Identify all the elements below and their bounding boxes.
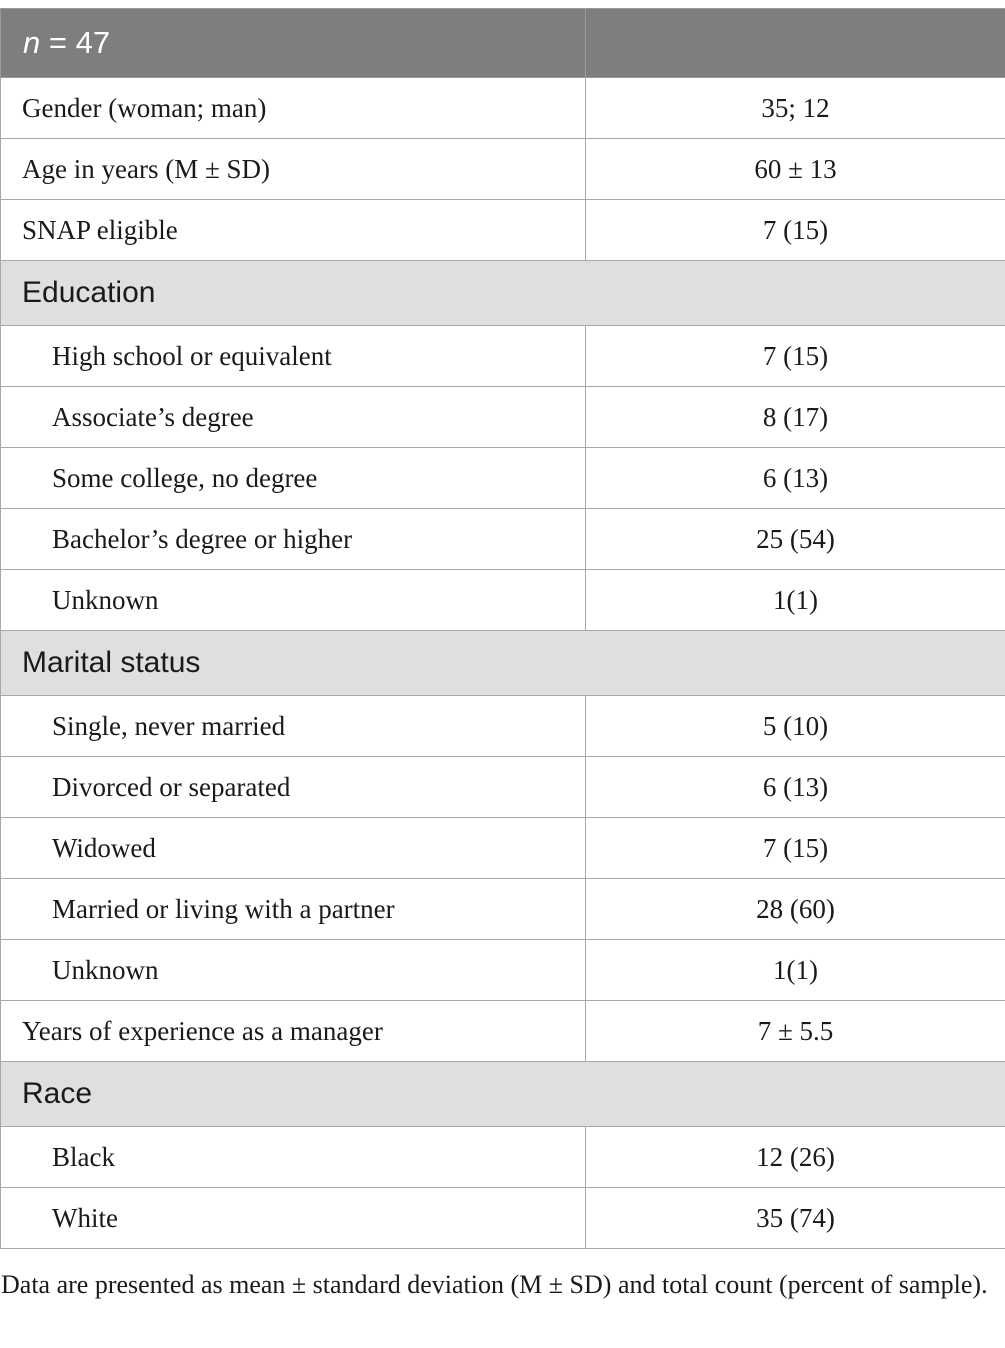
table-header-row [1,9,1005,78]
row-value: 6 (13) [586,448,1005,509]
row-label: Divorced or separated [1,757,586,818]
n-symbol: n [23,25,41,60]
table-row [1,1188,1005,1249]
table-row [1,448,1005,509]
table-row [1,696,1005,757]
table-row [1,1001,1005,1062]
row-value: 60 ± 13 [586,139,1005,200]
row-value: 5 (10) [586,696,1005,757]
row-label: SNAP eligible [1,200,586,261]
section-header-row [1,631,1005,696]
row-label: Bachelor’s degree or higher [1,509,586,570]
row-value: 25 (54) [586,509,1005,570]
section-label: Marital status [1,631,1005,696]
section-header-row [1,261,1005,326]
demographics-table [0,8,1005,1249]
n-value: = 47 [40,25,111,60]
table-row [1,387,1005,448]
row-label: Unknown [1,570,586,631]
row-label: Black [1,1127,586,1188]
row-label: Widowed [1,818,586,879]
row-label: Some college, no degree [1,448,586,509]
row-label: High school or equivalent [1,326,586,387]
table-row [1,818,1005,879]
section-header-row [1,1062,1005,1127]
value-column-header [586,9,1005,78]
row-value: 6 (13) [586,757,1005,818]
row-label: Single, never married [1,696,586,757]
row-value: 7 (15) [586,326,1005,387]
section-label: Race [1,1062,1005,1127]
section-label: Education [1,261,1005,326]
row-label: Married or living with a partner [1,879,586,940]
row-value: 35; 12 [586,78,1005,139]
row-value: 7 (15) [586,200,1005,261]
row-label: White [1,1188,586,1249]
table-row [1,200,1005,261]
row-label: Unknown [1,940,586,1001]
row-value: 1(1) [586,570,1005,631]
row-label: Associate’s degree [1,387,586,448]
table-row [1,326,1005,387]
row-value: 8 (17) [586,387,1005,448]
table-row [1,1127,1005,1188]
table-row [1,78,1005,139]
row-value: 28 (60) [586,879,1005,940]
table-row [1,757,1005,818]
table-row [1,509,1005,570]
table-row [1,940,1005,1001]
table-row [1,139,1005,200]
table-row [1,570,1005,631]
row-value: 1(1) [586,940,1005,1001]
table-row [1,879,1005,940]
row-value: 7 ± 5.5 [586,1001,1005,1062]
row-value: 7 (15) [586,818,1005,879]
row-label: Gender (woman; man) [1,78,586,139]
row-label: Years of experience as a manager [1,1001,586,1062]
table-footnote: Data are presented as mean ± standard deviation (M ± SD) and total count (percent of sample). [1,1270,988,1299]
row-label: Age in years (M ± SD) [1,139,586,200]
row-value: 12 (26) [586,1127,1005,1188]
table-body [1,9,1005,1249]
sample-size-header [1,9,586,78]
row-value: 35 (74) [586,1188,1005,1249]
